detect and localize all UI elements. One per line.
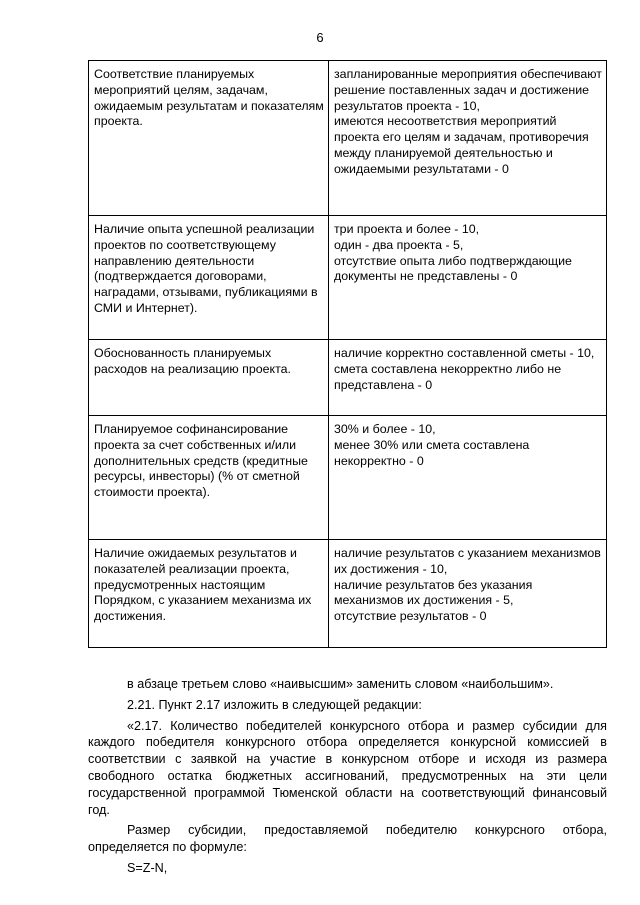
score-cell [329, 340, 607, 416]
table-row [89, 61, 607, 216]
criterion-cell: Обоснованность планируемых расходов на реализацию проекта. [89, 340, 329, 416]
score-cell [329, 540, 607, 648]
score-line: один - два проекта - 5, [334, 237, 464, 252]
table-row [89, 540, 607, 648]
score-cell [329, 416, 607, 540]
paragraph: «2.17. Количество победителей конкурсного отбора и размер субсидии для каждого победителя конкурсного отбора определяется конкурсной комиссией в соответствии с заявкой на участие в конкурсном отборе и исходя из размера свободного остатка бюджетных ассигнований, предусмотренных на эти цели государственной программой Тюменской области на соответствующий финансовый год. [88, 718, 607, 817]
score-line: отсутствие опыта либо подтверждающие документы не представлены - 0 [334, 253, 572, 284]
score-line: смета составлена некорректно либо не представлена - 0 [334, 361, 562, 392]
score-line: запланированные мероприятия обеспечивают решение поставленных задач и достижение результатов проекта - 10, [334, 67, 602, 113]
score-line: наличие корректно составленной сметы - 10, [334, 346, 595, 360]
score-cell [329, 216, 607, 340]
score-cell [329, 61, 607, 216]
criterion-cell: Наличие опыта успешной реализации проектов по соответствующему направлению деятельности (подтверждается договорами, наградами, отзывами, публикациями в СМИ и Интернет). [89, 216, 329, 340]
paragraph: Размер субсидии, предоставляемой победителю конкурсного отбора, определяется по формуле: [88, 823, 607, 855]
score-line: менее 30% или смета составлена некорректно - 0 [334, 437, 530, 468]
score-line: отсутствие результатов - 0 [334, 609, 487, 624]
table-row [89, 416, 607, 540]
score-line: 30% и более - 10, [334, 422, 436, 436]
score-line: три проекта и более - 10, [334, 222, 480, 236]
table-row [89, 340, 607, 416]
paragraph: 2.21. Пункт 2.17 изложить в следующей редакции: [127, 697, 422, 712]
score-line: наличие результатов с указанием механизмов их достижения - 10, [334, 546, 601, 576]
paragraph: в абзаце третьем слово «наивысшим» заменить словом «наибольшим». [127, 677, 554, 691]
criterion-cell: Соответствие планируемых мероприятий целям, задачам, ожидаемым результатам и показателям проекта. [89, 61, 329, 216]
score-line: имеются несоответствия мероприятий проекта его целям и задачам, противоречия между планируемой деятельностью и ожидаемыми результатами - 0 [334, 114, 589, 176]
score-line: наличие результатов без указания механизмов их достижения - 5, [334, 577, 533, 608]
body-text [88, 676, 607, 877]
criterion-cell: Наличие ожидаемых результатов и показателей реализации проекта, предусмотренных настоящим Порядком, с указанием механизма их достижения. [89, 540, 329, 648]
table-row [89, 216, 607, 340]
page-number: 6 [316, 30, 324, 45]
formula: S=Z-N, [127, 860, 168, 875]
criterion-cell: Планируемое софинансирование проекта за счет собственных и/или дополнительных средств (кредитные ресурсы, инвесторы) (% от сметной стоимости проекта). [89, 416, 329, 540]
criteria-table [88, 60, 607, 648]
